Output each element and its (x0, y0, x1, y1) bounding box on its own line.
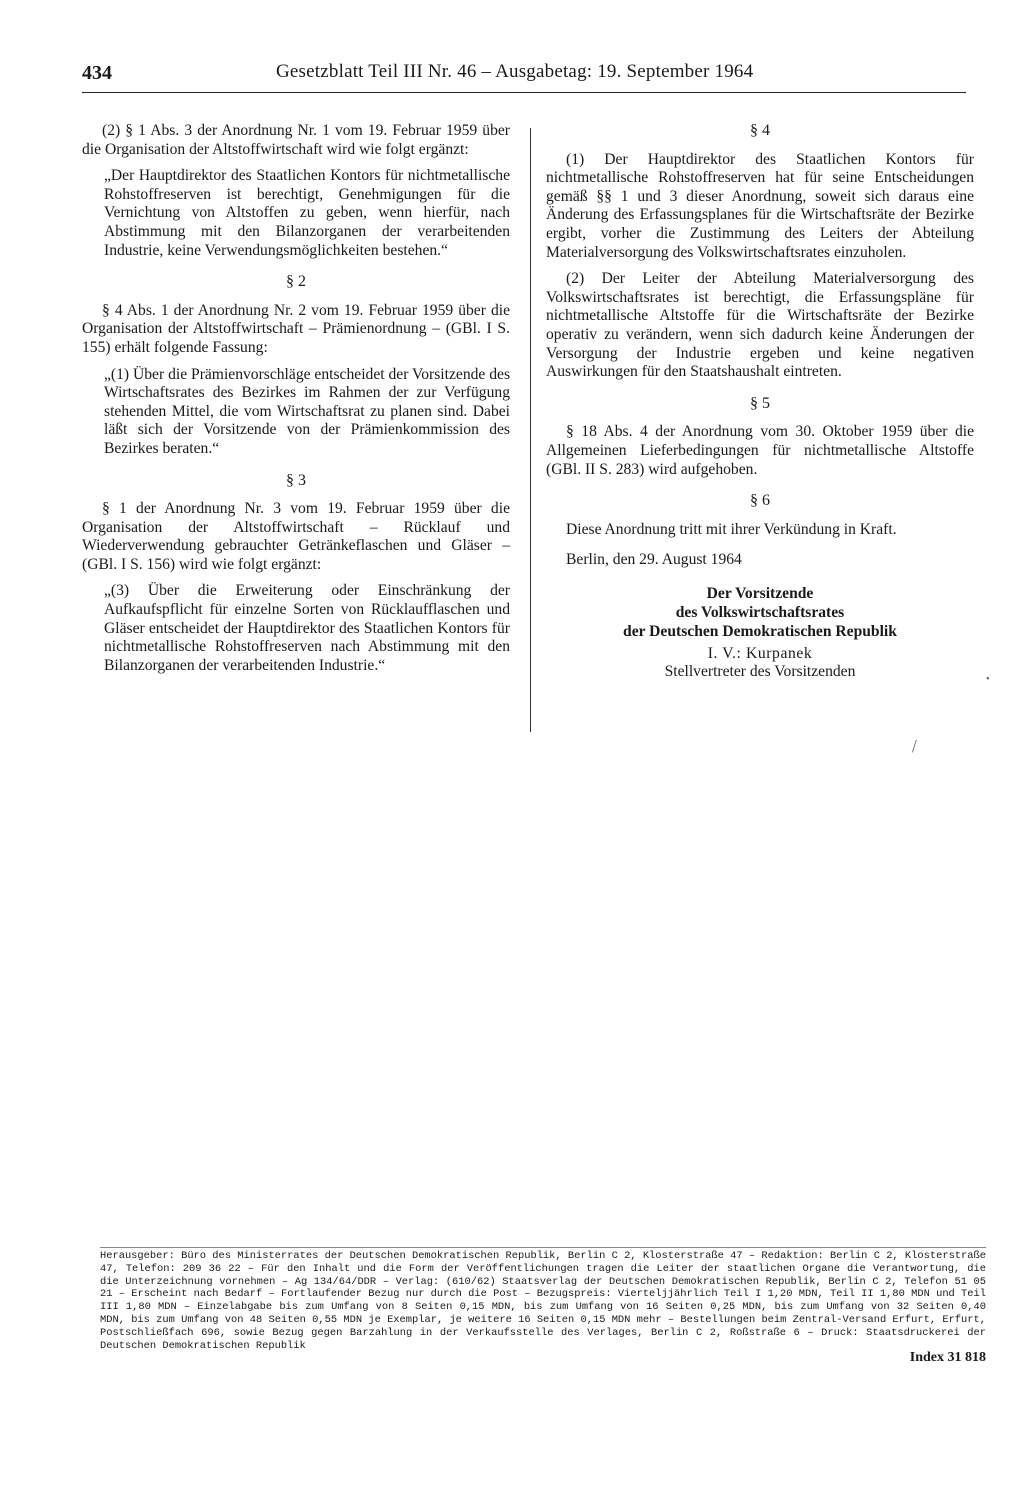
section-3-intro: § 1 der Anordnung Nr. 3 vom 19. Februar 1959 über die Organisation der Altstoffwirtschaft – Rücklauf und Wiederverwendung gebrauchter Getränkeflaschen und Gläser – (GBl. I S. 156) wird wie folgt ergänzt: (82, 500, 510, 573)
section-2-heading: § 2 (286, 273, 306, 291)
section-4-heading: § 4 (750, 122, 770, 139)
stray-dot: • (986, 674, 990, 685)
section-5-heading: § 5 (750, 394, 770, 412)
paragraph-2-intro: (2) § 1 Abs. 3 der Anordnung Nr. 1 vom 19. Februar 1959 über die Organisation der Altstoffwirtschaft wird wie folgt ergänzt: (82, 122, 510, 158)
paragraph-2-quote: „Der Hauptdirektor des Staatlichen Kontors für nichtmetallische Rohstoffreserven ist berechtigt, Genehmigungen für die Vernichtung von Altstoffen zu geben, wenn hierfür, nach Abstimmung mit den Bilanzorganen der verarbeitenden Industrie, keine Verwendungsmöglichkeiten bestehen.“ (104, 167, 510, 259)
signatory-title-line-3: der Deutschen Demokratischen Republik (623, 622, 897, 640)
section-3-quote: „(3) Über die Erweiterung oder Einschränkung der Aufkaufspflicht für einzelne Sorten von Rücklaufflaschen und Gläser entscheidet der Hauptdirektor des Staatlichen Kontors für nichtmetallische Rohstoffreserven nach Abstimmung mit den Bilanzorganen der verarbeitenden Industrie.“ (104, 582, 510, 674)
column-divider (530, 128, 531, 732)
page-number: 434 (82, 62, 112, 84)
signatory-role: Stellvertreter des Vorsitzenden (664, 663, 856, 681)
place-and-date: Berlin, den 29. August 1964 (566, 551, 742, 569)
section-4-paragraph-2: (2) Der Leiter der Abteilung Materialversorgung des Volkswirtschaftsrates ist berechtigt, die Erfassungspläne für nichtmetallische Altstoffe für die Wirtschaftsräte der Bezirke operativ zu verändern, wenn sich dadurch keine Änderungen der Versorgung der Industrie ergeben und keine negativen Auswirkungen für den Staatshaushalt eintreten. (546, 270, 974, 381)
section-2-intro: § 4 Abs. 1 der Anordnung Nr. 2 vom 19. Februar 1959 über die Organisation der Altstoffwirtschaft – Prämienordnung – (GBl. I S. 155) erhält folgende Fassung: (82, 301, 510, 356)
left-column (82, 122, 510, 675)
section-3-heading: § 3 (286, 471, 306, 489)
section-2-quote: „(1) Über die Prämienvorschläge entscheidet der Vorsitzende des Wirtschaftsrates des Bezirkes im Rahmen der zur Verfügung stehenden Mittel, die vom Wirtschaftsrat zu planen sind. Dabei läßt sich der Vorsitzende von der Prämienkommission des Bezirkes beraten.“ (104, 365, 511, 457)
signature-block (546, 584, 974, 641)
footer-index-row (100, 1352, 986, 1365)
imprint-text: Herausgeber: Büro des Ministerrates der Deutschen Demokratischen Republik, Berlin C 2, Klosterstraße 47 – Redaktion: Berlin C 2, Klosterstraße 47, Telefon: 209 36 22 – Für den Inhalt und die Form der Veröffentlichungen tragen die Leiter der staatlichen Organe die Verantwortung, die die Unterzeichnung vornehmen – Ag 134/64/DDR – Verlag: (610/62) Staatsverlag der Deutschen Demokratischen Republik, Berlin C 2, Telefon 51 05 21 – Erscheint nach Bedarf – Fortlaufender Bezug nur durch die Post – Bezugspreis: Vierteljjährlich Teil I 1,20 MDN, Teil II 1,80 MDN und Teil III 1,80 MDN – Einzelabgabe bis zum Umfang von 8 Seiten 0,15 MDN, bis zum Umfang von 16 Seiten 0,25 MDN, bis zum Umfang von 32 Seiten 0,40 MDN, bis zum Umfang von 48 Seiten 0,55 MDN je Exemplar, je weitere 16 Seiten 0,15 MDN mehr – Bestellungen beim Zentral-Versand Erfurt, Erfurt, Postschließfach 696, sowie Bezug gegen Barzahlung in der Verkaufsstelle des Verlages, Berlin C 2, Roßstraße 6 – Druck: Staatsdruckerei der Deutschen Demokratischen Republik (100, 1250, 986, 1352)
gazette-title: Gesetzblatt Teil III Nr. 46 – Ausgabetag: 19. September 1964 (276, 61, 754, 82)
section-6-heading: § 6 (750, 492, 770, 510)
imprint-footer (100, 1247, 986, 1365)
index-number: Index 31 818 (909, 1350, 986, 1366)
signatory-title-line-2: des Volkswirtschaftsrates (675, 603, 845, 621)
stray-mark: ⧸ (912, 740, 917, 755)
right-column (546, 122, 974, 682)
section-6-text: Diese Anordnung tritt mit ihrer Verkündung in Kraft. (566, 520, 897, 538)
signatory-name: I. V.: Kurpanek (707, 644, 813, 662)
section-4-paragraph-1: (1) Der Hauptdirektor des Staatlichen Kontors für nichtmetallische Rohstoffreserven hat für seine Entscheidungen gemäß §§ 1 und 3 dieser Anordnung, soweit sich daraus eine Änderung des Erfassungsplanes für die Wirtschaftsräte der Bezirke ergibt, vorher die Zustimmung des Leiters der Abteilung Materialversorgung des Volkswirtschaftsrates einzuholen. (546, 150, 974, 261)
section-5-text: § 18 Abs. 4 der Anordnung vom 30. Oktober 1959 über die Allgemeinen Lieferbedingungen für nichtmetallische Altstoffe (GBl. II S. 283) wird aufgehoben. (546, 423, 974, 478)
signatory-title-line-1: Der Vorsitzende (706, 584, 814, 602)
page-header (82, 58, 966, 93)
